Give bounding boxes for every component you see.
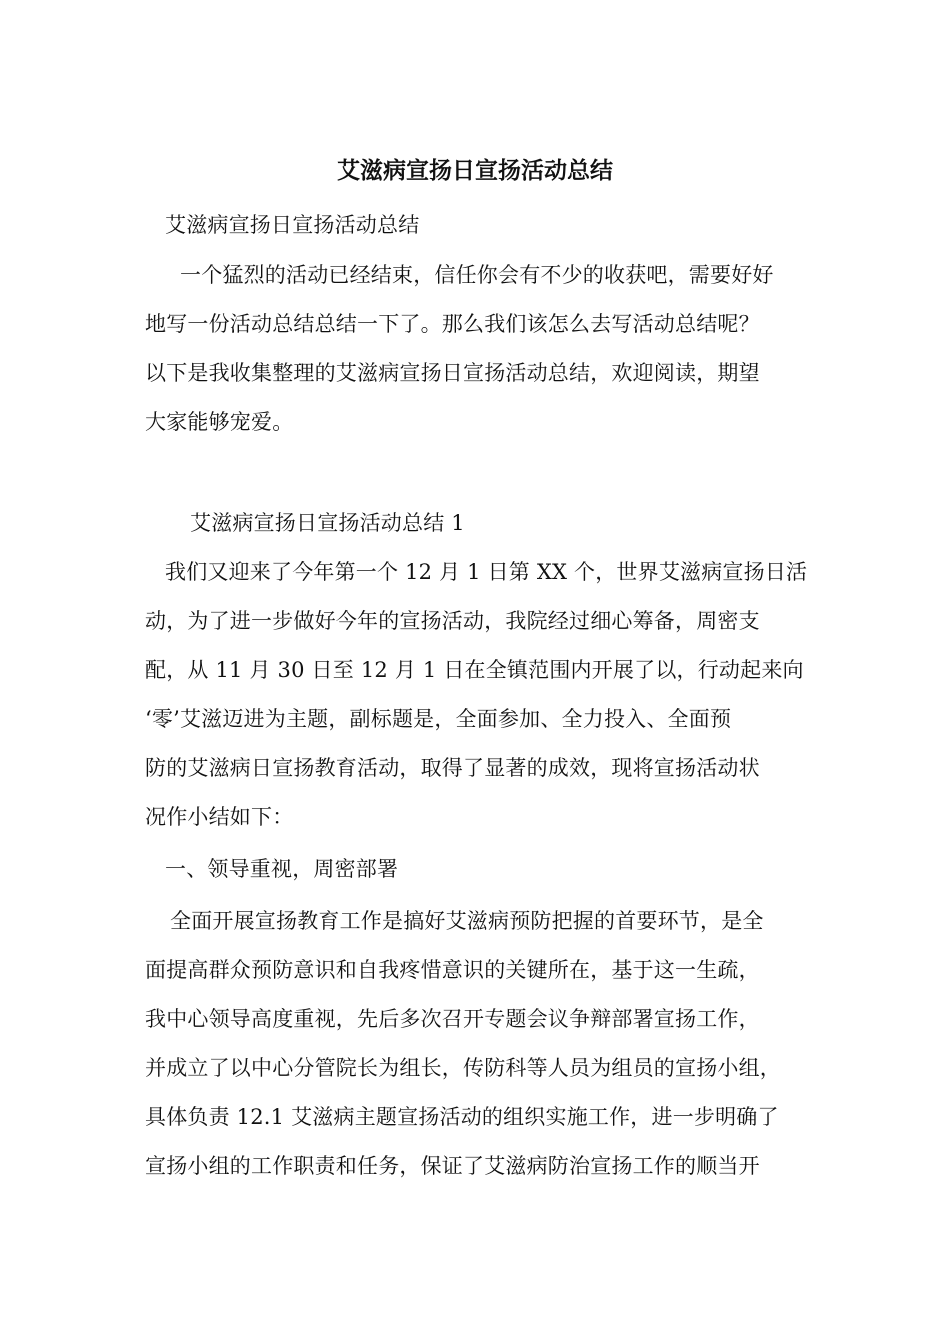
intro-line-2: 地写一份活动总结总结一下了。那么我们该怎么去写活动总结呢？	[145, 312, 760, 336]
subheading-leadership: 一、领导重视，周密部署	[165, 857, 399, 881]
para2-line-5: 具体负责 12.1 艾滋病主题宣扬活动的组织实施工作，进一步明确了	[145, 1105, 779, 1129]
para1-line-3: 配，从 11 月 30 日至 12 月 1 日在全镇范围内开展了以，行动起来向	[145, 658, 804, 682]
intro-line-1: 一个猛烈的活动已经结束，信任你会有不少的收获吧，需要好好	[180, 263, 774, 287]
para1-line-5: 防的艾滋病日宣扬教育活动，取得了显著的成效，现将宣扬活动状	[145, 756, 760, 780]
para2-line-1: 全面开展宣扬教育工作是搞好艾滋病预防把握的首要环节，是全	[170, 909, 764, 933]
para2-line-6: 宣扬小组的工作职责和任务，保证了艾滋病防治宣扬工作的顺当开	[145, 1154, 760, 1178]
para2-line-4: 并成立了以中心分管院长为组长，传防科等人员为组员的宣扬小组，	[145, 1056, 781, 1080]
document-title: 艾滋病宣扬日宣扬活动总结	[337, 157, 613, 184]
para1-line-4: ‘零’艾滋迈进为主题，副标题是，全面参加、全力投入、全面预	[145, 707, 732, 731]
para1-line-1: 我们又迎来了今年第一个 12 月 1 日第 XX 个，世界艾滋病宣扬日活	[165, 560, 808, 584]
para1-line-6: 况作小结如下：	[145, 805, 294, 829]
para1-line-2: 动，为了进一步做好今年的宣扬活动，我院经过细心筹备，周密支	[145, 609, 760, 633]
para2-line-3: 我中心领导高度重视，先后多次召开专题会议争辩部署宣扬工作，	[145, 1007, 760, 1031]
intro-line-4: 大家能够宠爱。	[145, 410, 294, 434]
para2-line-2: 面提高群众预防意识和自我疼惜意识的关键所在，基于这一生疏，	[145, 958, 760, 982]
intro-line-3: 以下是我收集整理的艾滋病宣扬日宣扬活动总结，欢迎阅读，期望	[145, 361, 760, 385]
subtitle-line: 艾滋病宣扬日宣扬活动总结	[165, 213, 420, 237]
section-heading-1: 艾滋病宣扬日宣扬活动总结 1	[190, 511, 465, 535]
